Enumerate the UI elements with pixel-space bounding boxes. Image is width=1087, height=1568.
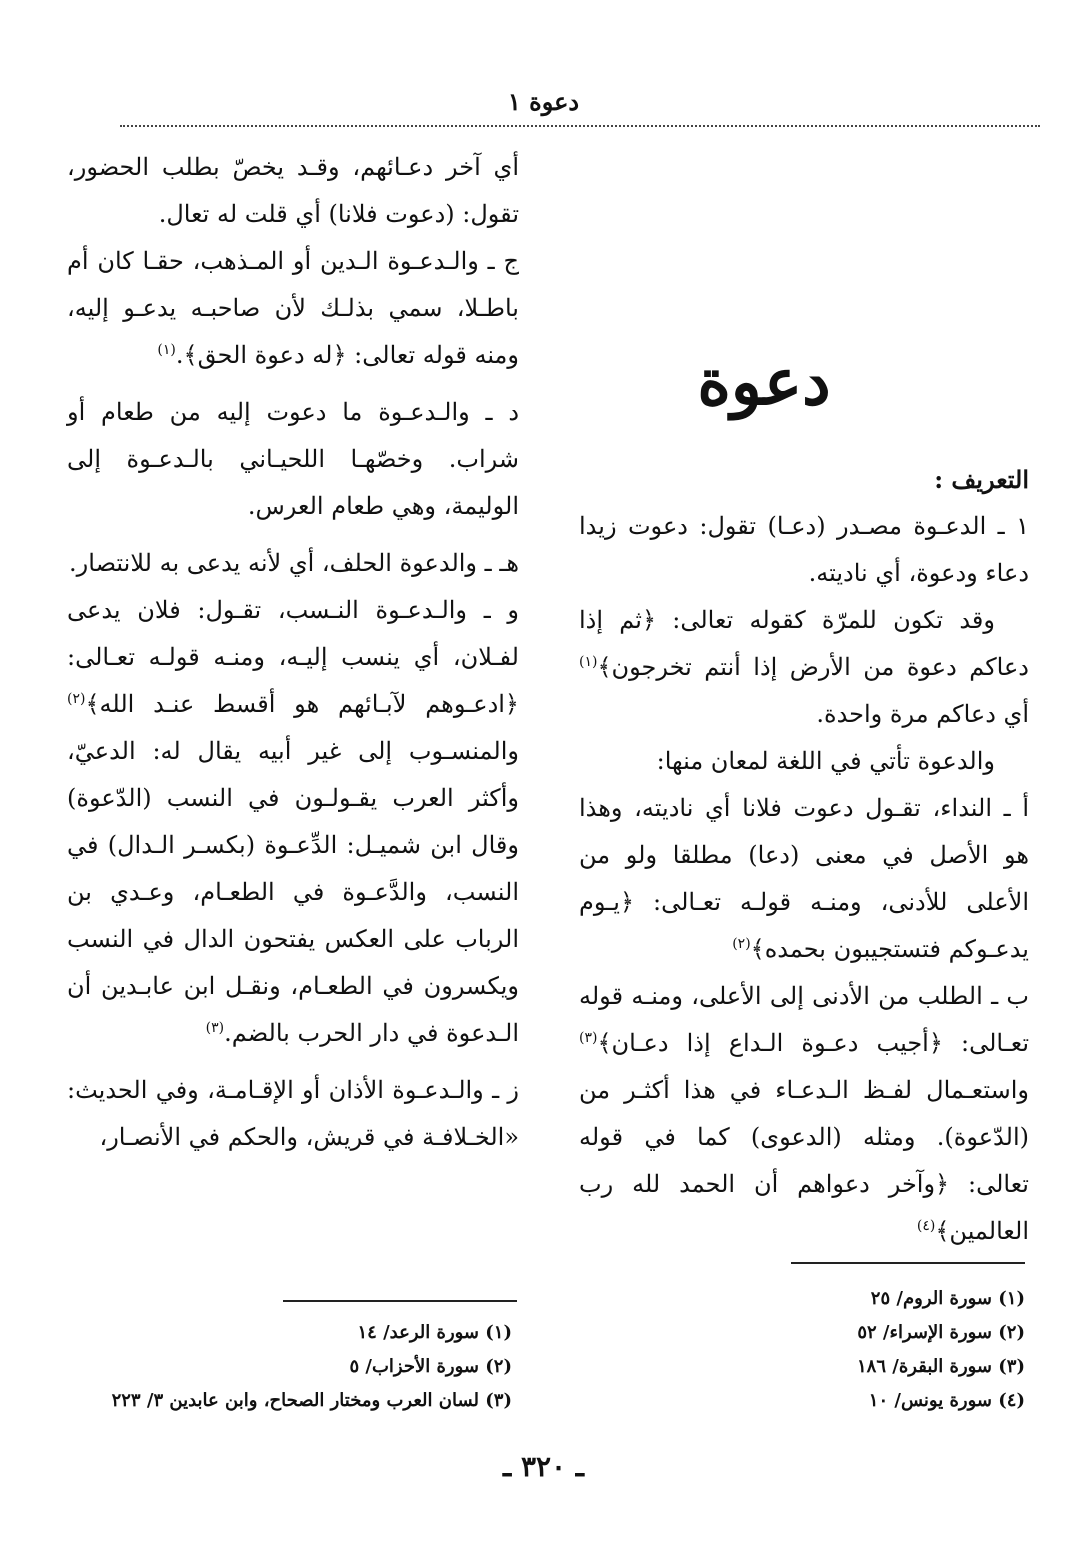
footnote-item: (٢) سورة الإسراء/ ٥٢ — [857, 1322, 1025, 1343]
paragraph-waw-text: و ـ والـدعـوة النـسب، تقـول: فلان يدعى لفـلان، أي ينسب إليـه، ومنـه قولـه تعـالى: ﴿ادعـوهم لآبـائهم هو أقسط عنـد الله﴾ — [67, 596, 519, 718]
footnote-ref: (٣) — [205, 1020, 225, 1036]
paragraph-2-tail: أي دعاكم مرة واحدة. — [816, 700, 1029, 728]
paragraph-2-text: وقد تكون للمرّة كقوله تعالى: ﴿ثم إذا دعاكم دعوة من الأرض إذا أنتم تخرجون﴾ — [579, 606, 1029, 681]
paragraph-2 — [579, 597, 1029, 738]
page-number: ـ ٣٢٠ ـ — [502, 1450, 585, 1483]
footnote-item: (٤) سورة يونس/ ١٠ — [868, 1390, 1025, 1411]
paragraph-alif-text: أ ـ النداء، تقـول دعوت فلانا أي ناديته، وهذا هو الأصل في معنى (دعا) مطلقا ولو من الأعلى للأدنى، ومنـه قولـه تعـالى: ﴿يـوم يدعـوكم فتستجيبون بحمده﴾ — [579, 794, 1029, 963]
paragraph-alif — [579, 785, 1029, 973]
right-column — [579, 142, 1029, 1255]
paragraph-ba-tail: واستعـمال لفـظ الـدعـاء في هذا أكثـر من (الدّعوة). ومثله (الدعوى) كما في قوله تعالى: ﴿وآخر دعواهم أن الحمد لله رب العالمين﴾ — [579, 1076, 1029, 1245]
paragraph-jim-text: ج ـ والـدعـوة الـدين أو المـذهب، حقـا كان أم باطـلا، سمي بذلـك لأن صاحبـه يدعـو إليه، ومنه قوله تعالى: ﴿له دعوة الحق﴾. — [67, 247, 519, 369]
footnote-item: (٢) سورة الأحزاب/ ٥ — [349, 1356, 512, 1377]
footnote-ref: (٤) — [916, 1218, 936, 1234]
footnote-item: (٣) لسان العرب ومختار الصحاح، وابن عابدين ٣/ ٢٢٣ — [111, 1390, 512, 1411]
footnote-item: (١) سورة الرعد/ ١٤ — [357, 1322, 512, 1343]
paragraph-waw — [67, 587, 519, 1057]
footnote-ref: (٢) — [67, 691, 86, 707]
definition-heading: التعريف : — [934, 465, 1029, 494]
paragraph-ha: هـ ـ والدعوة الحلف، أي لأنه يدعى به للانتصار. — [69, 549, 519, 577]
footnote-ref: (١) — [579, 654, 598, 670]
footnote-ref: (٣) — [579, 1030, 598, 1046]
footnote-ref: (١) — [157, 342, 176, 358]
footnote-rule-left — [283, 1300, 517, 1302]
paragraph-zay: ز ـ والـدعـوة الأذان أو الإقـامـة، وفي الحديث: «الخـلافـة في قريش، والحكم في الأنصـار، — [67, 1076, 519, 1151]
left-paragraph-1: أي آخر دعـائهم، وقـد يخصّ بطلب الحضور، تقول: (دعوت فلانا) أي قلت له تعال. — [67, 153, 519, 228]
paragraph-jim — [67, 238, 519, 379]
footnotes-right — [605, 1282, 1025, 1418]
left-column — [67, 144, 519, 1161]
footnote-item: (١) سورة الروم/ ٢٥ — [870, 1288, 1025, 1309]
paragraph-3: والدعوة تأتي في اللغة لمعان منها: — [656, 747, 995, 775]
paragraph-ba-text: ب ـ الطلب من الأدنى إلى الأعلى، ومنـه قوله تعـالى: ﴿أجيب دعـوة الـداع إذا دعـان﴾ — [579, 982, 1029, 1057]
entry-title: دعوة — [697, 345, 831, 420]
paragraph-dal: د ـ والـدعـوة ما دعوت إليه من طعام أو شراب. وخصّهـا اللحيـاني بالـدعـوة إلى الوليمة، وهي طعام العرس. — [67, 398, 519, 520]
paragraph-ba — [579, 973, 1029, 1255]
footnote-item: (٣) سورة البقرة/ ١٨٦ — [857, 1356, 1025, 1377]
running-header: دعوة ١ — [507, 87, 580, 116]
header-dotted-rule — [120, 125, 1040, 127]
footnote-rule-right — [791, 1262, 1025, 1264]
paragraph-waw-tail: والمنسـوب إلى غير أبيه يقال له: الدعيّ، وأكثر العرب يقـولـون في النسب (الدّعوة) وقال ابن شميـل: الدِّعـوة (بكسـر الـدال) في النسب، والدَّعـوة في الطعـام، وعـدي بن الرباب على العكس يفتحون الدال في النسب ويكسرون في الطعـام، ونقـل ابن عابـدين أن الـدعوة في دار الحرب بالضم. — [67, 737, 519, 1047]
paragraph-1: ١ ـ الدعـوة مصـدر (دعـا) تقول: دعوت زيدا دعاء ودعوة، أي ناديته. — [579, 512, 1029, 587]
footnotes-left — [62, 1316, 512, 1418]
footnote-ref: (٢) — [732, 936, 751, 952]
